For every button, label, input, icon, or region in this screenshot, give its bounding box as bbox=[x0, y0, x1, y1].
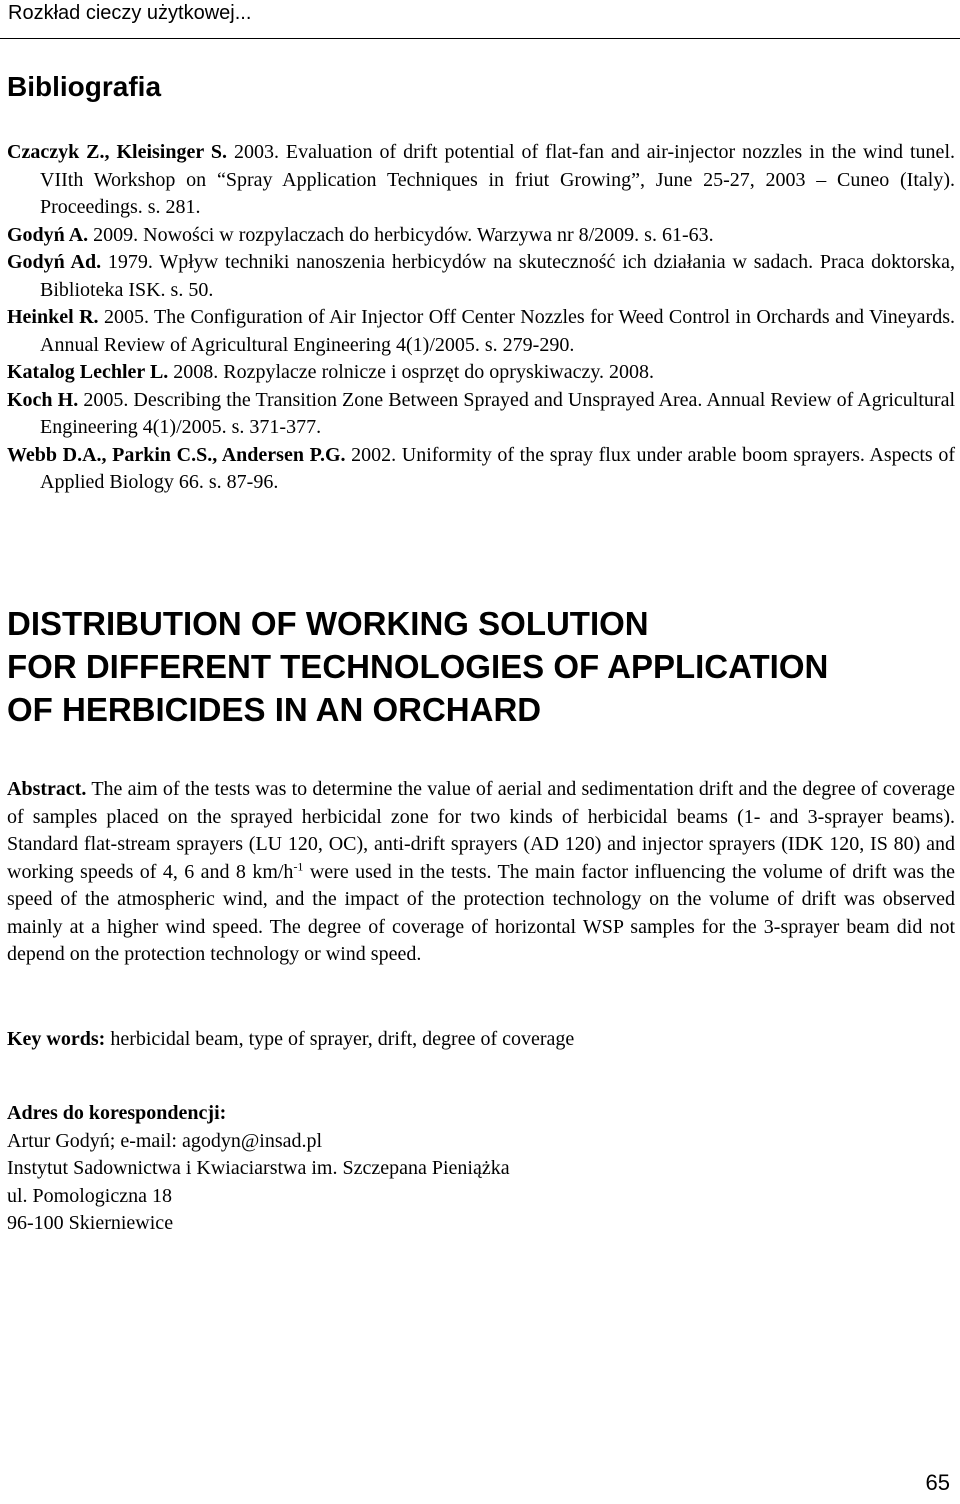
entry-text: 2008. Rozpylacze rolnicze i osprzęt do opryskiwaczy. 2008. bbox=[173, 361, 655, 383]
keywords-label: Key words: bbox=[7, 1028, 106, 1050]
bibliography-entry bbox=[7, 442, 955, 497]
entry-author: Czaczyk Z., Kleisinger S. bbox=[7, 141, 227, 163]
bibliography-list bbox=[7, 139, 955, 497]
entry-text: 2002. Uniformity of the spray flux under arable boom sprayers. Aspects of Applied Biology 66. s. 87-96. bbox=[40, 443, 955, 493]
entry-author: Webb D.A., Parkin C.S., Andersen P.G. bbox=[7, 443, 346, 466]
entry-author: Katalog Lechler L. bbox=[7, 361, 169, 383]
abstract-label: Abstract. bbox=[7, 778, 87, 800]
title-line: FOR DIFFERENT TECHNOLOGIES OF APPLICATION bbox=[7, 648, 829, 685]
entry-text: 1979. Wpływ techniki nanoszenia herbicydów na skuteczność ich działania w sadach. Praca doktorska, Biblioteka ISK. s. 50. bbox=[40, 251, 956, 301]
entry-text: 2005. Describing the Transition Zone Between Sprayed and Unsprayed Area. Annual Review of Agricultural Engineering 4(1)/2005. s. 371-377. bbox=[40, 388, 955, 438]
page-number: 65 bbox=[925, 1470, 950, 1495]
correspondence-label: Adres do korespondencji: bbox=[7, 1102, 227, 1124]
bibliography-entry bbox=[7, 249, 955, 304]
address-line: Instytut Sadownictwa i Kwiaciarstwa im. Szczepana Pieniążka bbox=[7, 1157, 510, 1179]
abstract-text: The aim of the tests was to determine the value of aerial and sedimentation drift and the degree of coverage of samples placed on the sprayed herbicidal zone for two kinds of herbicidal beams (1- and 3-sprayer beams). Standard flat-stream sprayers (LU 120, OC), anti-drift sprayers (AD 120) and injector sprayers (IDK 120, IS 80) and working speeds of 4, 6 and 8 km/h bbox=[7, 778, 956, 883]
bibliography-heading: Bibliografia bbox=[7, 71, 162, 102]
bibliography-entry bbox=[7, 304, 955, 359]
entry-author: Koch H. bbox=[7, 388, 79, 411]
title-line: DISTRIBUTION OF WORKING SOLUTION bbox=[7, 605, 649, 642]
bibliography-entry bbox=[7, 222, 955, 250]
bibliography-entry bbox=[7, 359, 955, 387]
superscript: -1 bbox=[293, 858, 304, 873]
bibliography-entry bbox=[7, 139, 955, 222]
entry-author: Godyń Ad. bbox=[7, 251, 102, 273]
abstract bbox=[7, 776, 955, 969]
correspondence-address bbox=[7, 1100, 955, 1238]
address-line: 96-100 Skierniewice bbox=[7, 1212, 174, 1234]
abstract-text-continued: were used in the tests. The main factor influencing the volume of drift was the speed of the atmospheric wind, and the impact of the protection technology on the volume of drift was observed mainly at a higher wind speed. The degree of coverage of horizontal WSP samples for the 3-sprayer beam did not depend on the protection technology or wind speed. bbox=[7, 860, 955, 965]
entry-text: 2009. Nowości w rozpylaczach do herbicydów. Warzywa nr 8/2009. s. 61-63. bbox=[93, 223, 714, 246]
keywords bbox=[7, 1026, 955, 1054]
entry-text: 2003. Evaluation of drift potential of flat-fan and air-injector nozzles in the wind tunel. VIIth Workshop on “Spray Application Techniques in friut Growing”, June 25-27, 2003 – Cuneo (Italy). Proceedings. s. 281. bbox=[40, 141, 955, 218]
entry-author: Heinkel R. bbox=[7, 306, 99, 328]
entry-text: 2005. The Configuration of Air Injector Off Center Nozzles for Weed Control in Orchards and Vineyards. Annual Review of Agricultural Engineering 4(1)/2005. s. 279-290. bbox=[40, 306, 956, 356]
title-line: OF HERBICIDES IN AN ORCHARD bbox=[7, 691, 542, 728]
address-line: Artur Godyń; e-mail: agodyn@insad.pl bbox=[7, 1129, 323, 1152]
address-line: ul. Pomologiczna 18 bbox=[7, 1184, 172, 1207]
entry-author: Godyń A. bbox=[7, 223, 89, 246]
bibliography-entry bbox=[7, 387, 955, 442]
header-rule bbox=[0, 38, 960, 39]
keywords-text: herbicidal beam, type of sprayer, drift, degree of coverage bbox=[110, 1028, 575, 1050]
english-title bbox=[7, 602, 955, 731]
running-head: Rozkład cieczy użytkowej... bbox=[8, 2, 252, 24]
